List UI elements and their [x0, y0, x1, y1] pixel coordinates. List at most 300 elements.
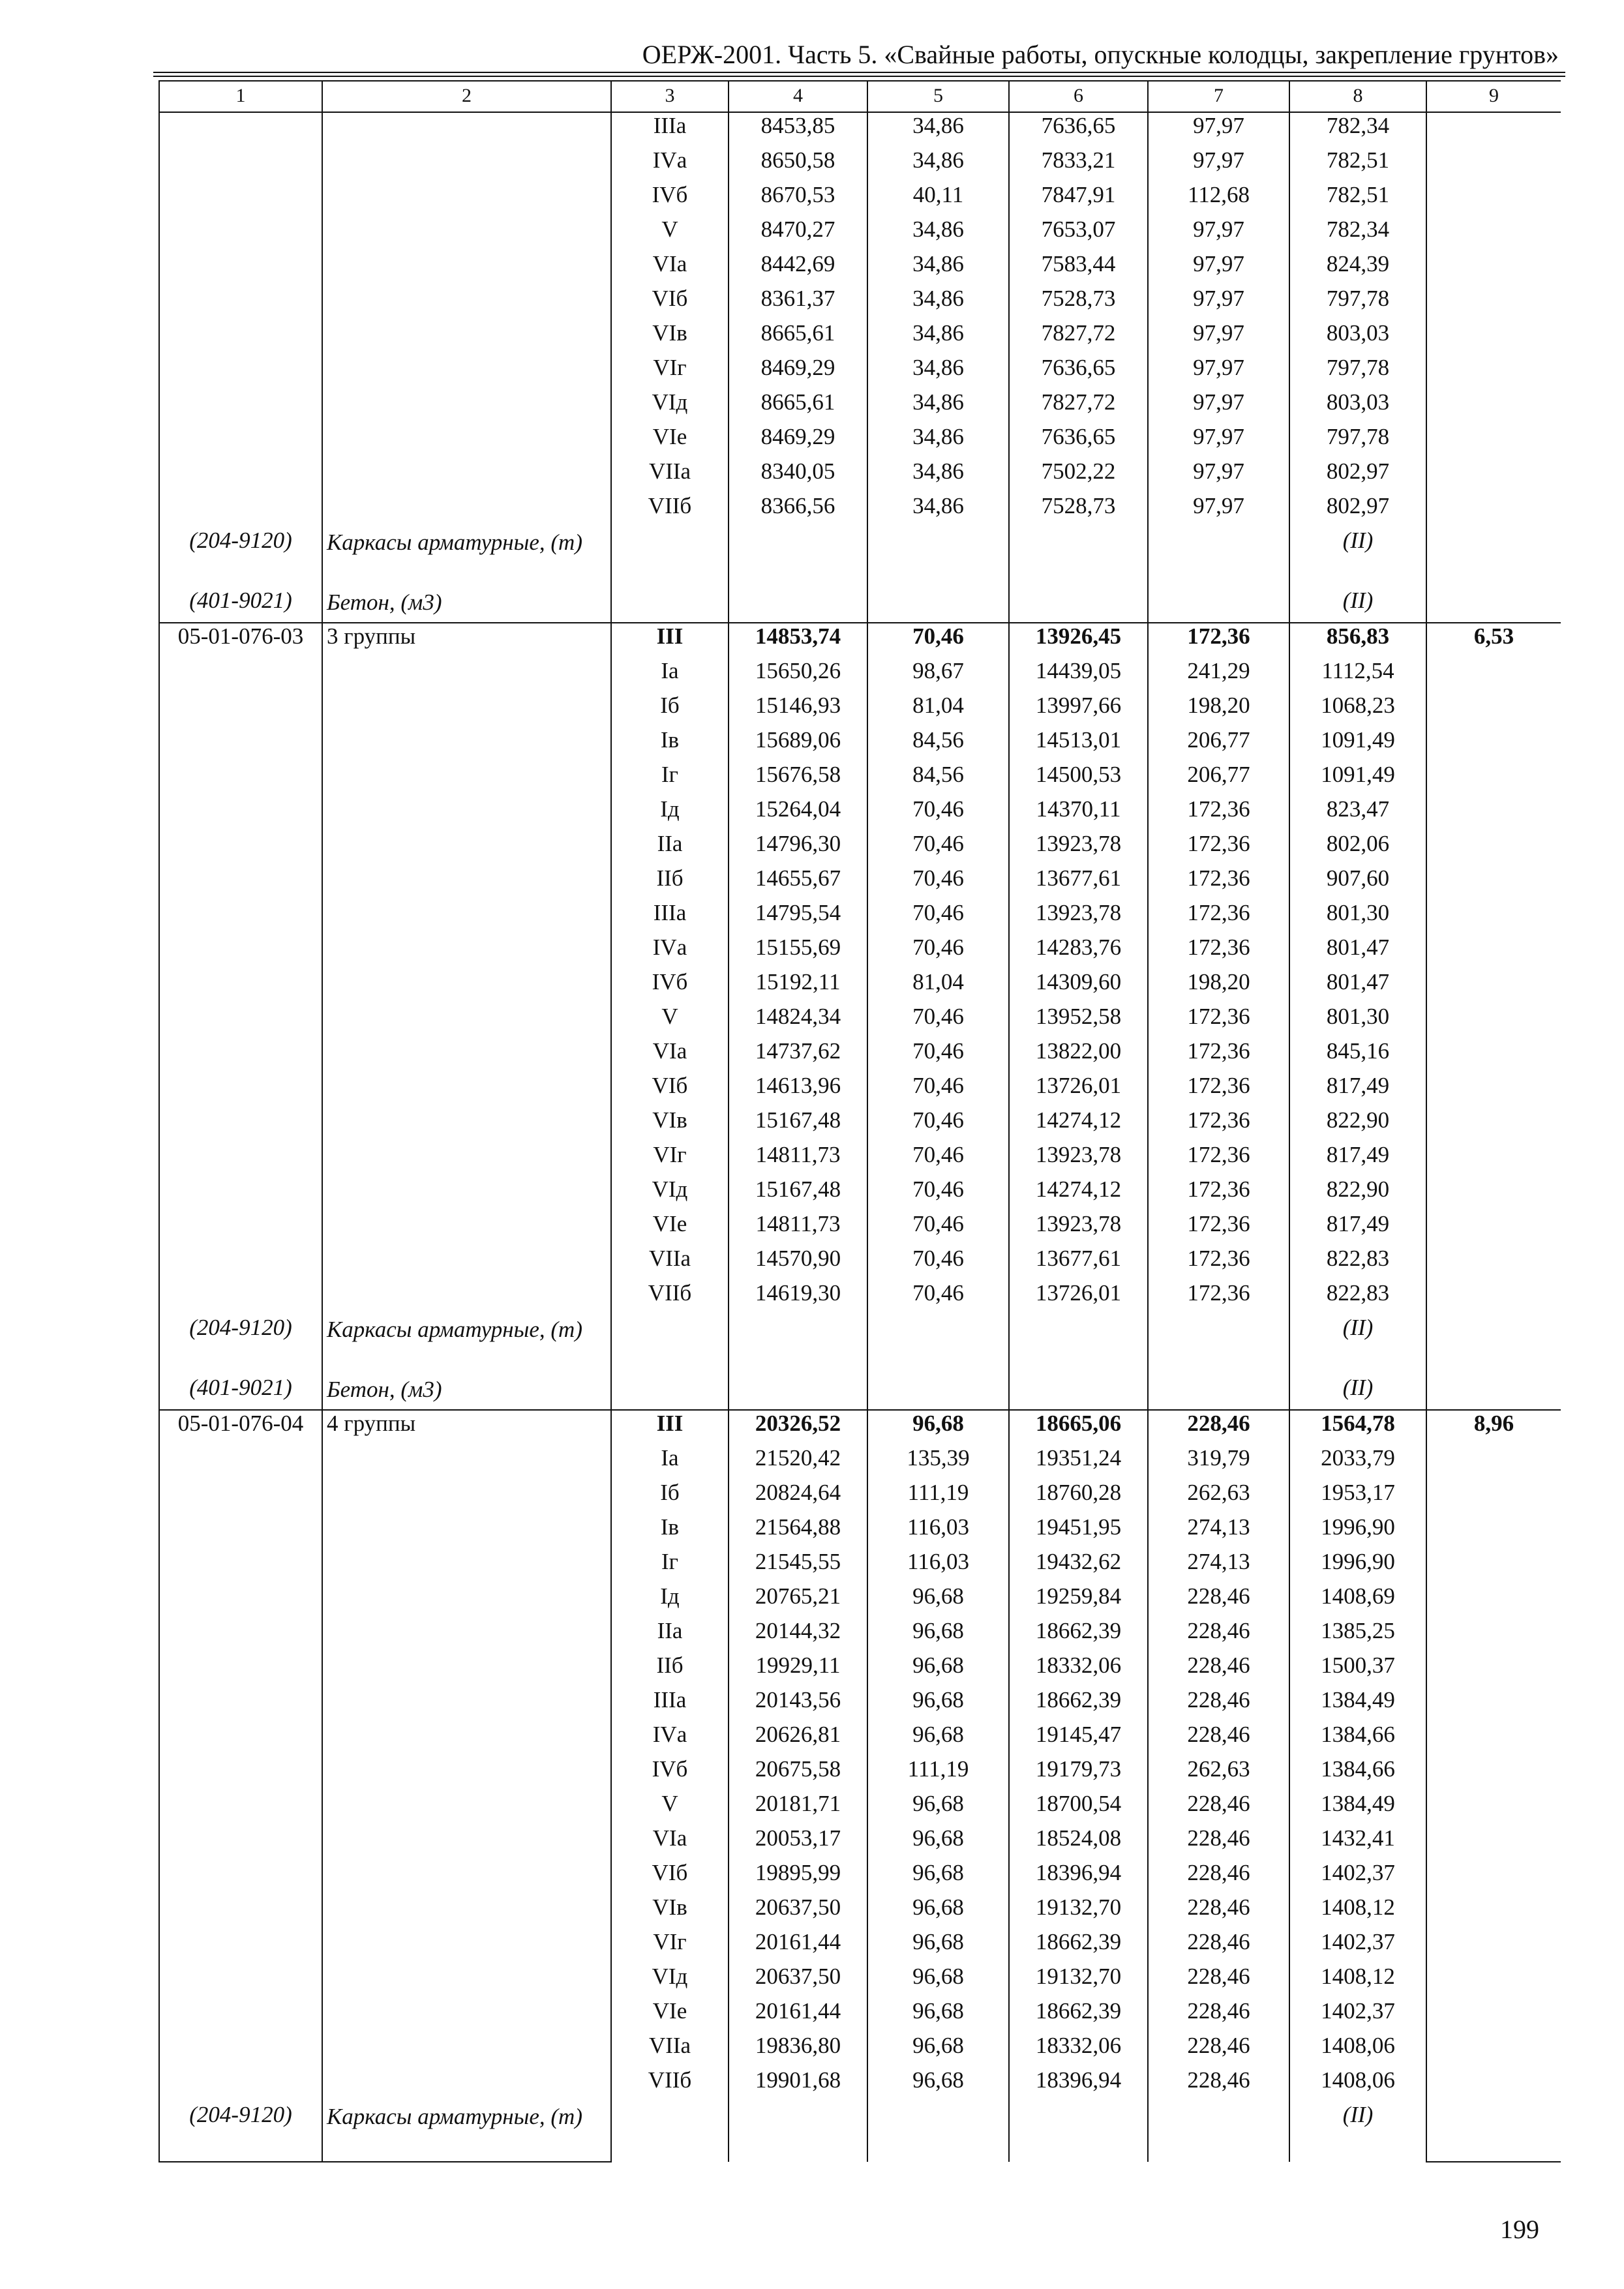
- table-row: [159, 1004, 1561, 1038]
- price-table-container: [158, 80, 1561, 2224]
- row-region: VIе: [611, 1998, 729, 2033]
- row-wages: 34,86: [867, 320, 1009, 355]
- row-wages: 70,46: [867, 1107, 1009, 1142]
- row-machinist-wages: 228,46: [1148, 1687, 1289, 1722]
- row-total-cost: 8469,29: [729, 355, 867, 389]
- row-region: Iд: [611, 796, 729, 831]
- row-total-cost: 14613,96: [729, 1073, 867, 1107]
- row-labor: [1426, 217, 1561, 251]
- row-materials: 1408,69: [1289, 1583, 1426, 1618]
- page-header: ОЕРЖ-2001. Часть 5. «Свайные работы, опускные колодцы, закрепление грунтов»: [642, 40, 1559, 69]
- row-total-cost: 8650,58: [729, 147, 867, 182]
- row-total-cost: 8366,56: [729, 493, 867, 528]
- row-total-cost: 8470,27: [729, 217, 867, 251]
- resource-code: (204-9120): [159, 2102, 322, 2162]
- row-labor: [1426, 1860, 1561, 1894]
- row-total-cost: 15146,93: [729, 693, 867, 727]
- row-code: [159, 1583, 322, 1618]
- row-code: [159, 1142, 322, 1176]
- row-materials: 2033,79: [1289, 1445, 1426, 1480]
- row-labor: [1426, 1653, 1561, 1687]
- row-total-cost: 8670,53: [729, 182, 867, 217]
- empty-cell: [729, 1315, 867, 1375]
- row-total-cost: 20181,71: [729, 1791, 867, 1825]
- row-code: [159, 1107, 322, 1142]
- table-row: [159, 1410, 1561, 1445]
- row-code: [159, 389, 322, 424]
- row-labor: [1426, 762, 1561, 796]
- row-materials: 1068,23: [1289, 693, 1426, 727]
- row-name: [322, 658, 611, 693]
- row-total-cost: 14853,74: [729, 623, 867, 658]
- row-materials: 824,39: [1289, 251, 1426, 286]
- row-total-cost: 15676,58: [729, 762, 867, 796]
- row-labor: [1426, 355, 1561, 389]
- row-machine-cost: 13677,61: [1009, 865, 1148, 900]
- row-machine-cost: 13923,78: [1009, 900, 1148, 935]
- row-code: [159, 1445, 322, 1480]
- row-labor: [1426, 493, 1561, 528]
- row-machine-cost: 19132,70: [1009, 1894, 1148, 1929]
- row-wages: 96,68: [867, 1722, 1009, 1756]
- row-wages: 116,03: [867, 1514, 1009, 1549]
- row-labor: 8,96: [1426, 1410, 1561, 1445]
- row-wages: 70,46: [867, 623, 1009, 658]
- row-machinist-wages: 172,36: [1148, 831, 1289, 865]
- row-machine-cost: 18662,39: [1009, 1998, 1148, 2033]
- row-total-cost: 8340,05: [729, 458, 867, 493]
- row-materials: 1953,17: [1289, 1480, 1426, 1514]
- row-machine-cost: 13726,01: [1009, 1073, 1148, 1107]
- row-region: VIIа: [611, 1246, 729, 1280]
- row-machinist-wages: 228,46: [1148, 1618, 1289, 1653]
- row-region: VIIб: [611, 1280, 729, 1315]
- row-name: [322, 1142, 611, 1176]
- row-region: IVа: [611, 147, 729, 182]
- row-wages: 70,46: [867, 1004, 1009, 1038]
- column-number: 2: [322, 81, 611, 112]
- row-code: [159, 1756, 322, 1791]
- row-machinist-wages: 228,46: [1148, 1583, 1289, 1618]
- row-total-cost: 20626,81: [729, 1722, 867, 1756]
- row-materials: 1402,37: [1289, 1860, 1426, 1894]
- row-labor: [1426, 969, 1561, 1004]
- row-name: [322, 1825, 611, 1860]
- page-number: 199: [1500, 2215, 1539, 2244]
- row-labor: [1426, 1964, 1561, 1998]
- column-number: 9: [1426, 81, 1561, 112]
- table-row: [159, 1549, 1561, 1583]
- row-name: [322, 1583, 611, 1618]
- row-labor: [1426, 1549, 1561, 1583]
- row-total-cost: 20824,64: [729, 1480, 867, 1514]
- empty-cell: [729, 528, 867, 588]
- row-total-cost: 20161,44: [729, 1998, 867, 2033]
- row-machine-cost: 7827,72: [1009, 389, 1148, 424]
- row-name: [322, 1929, 611, 1964]
- empty-cell: [867, 1375, 1009, 1410]
- header-rule-double: [153, 76, 1565, 77]
- row-materials: 1384,66: [1289, 1756, 1426, 1791]
- row-machinist-wages: 274,13: [1148, 1514, 1289, 1549]
- row-materials: 1996,90: [1289, 1549, 1426, 1583]
- row-code: [159, 355, 322, 389]
- row-machinist-wages: 97,97: [1148, 112, 1289, 147]
- row-region: IIIа: [611, 112, 729, 147]
- row-code: [159, 493, 322, 528]
- row-total-cost: 14655,67: [729, 865, 867, 900]
- row-wages: 70,46: [867, 1038, 1009, 1073]
- row-machine-cost: 7636,65: [1009, 112, 1148, 147]
- empty-cell: [611, 588, 729, 623]
- empty-cell: [1148, 2102, 1289, 2162]
- row-region: VIд: [611, 389, 729, 424]
- row-machine-cost: 13952,58: [1009, 1004, 1148, 1038]
- row-labor: [1426, 147, 1561, 182]
- row-materials: 801,47: [1289, 935, 1426, 969]
- row-labor: [1426, 1825, 1561, 1860]
- table-row: [159, 389, 1561, 424]
- table-row: [159, 693, 1561, 727]
- row-region: VIIа: [611, 458, 729, 493]
- row-labor: [1426, 286, 1561, 320]
- row-machine-cost: 19132,70: [1009, 1964, 1148, 1998]
- row-code: [159, 1211, 322, 1246]
- row-name: [322, 1653, 611, 1687]
- row-materials: 1384,49: [1289, 1791, 1426, 1825]
- row-machine-cost: 13923,78: [1009, 831, 1148, 865]
- row-region: III: [611, 623, 729, 658]
- row-code: [159, 1860, 322, 1894]
- table-row: [159, 1722, 1561, 1756]
- row-wages: 84,56: [867, 727, 1009, 762]
- row-machinist-wages: 228,46: [1148, 1653, 1289, 1687]
- row-machine-cost: 7528,73: [1009, 286, 1148, 320]
- row-materials: 797,78: [1289, 286, 1426, 320]
- row-materials: 1408,06: [1289, 2033, 1426, 2067]
- row-region: V: [611, 1791, 729, 1825]
- row-machinist-wages: 274,13: [1148, 1549, 1289, 1583]
- row-name: [322, 1073, 611, 1107]
- row-machine-cost: 13926,45: [1009, 623, 1148, 658]
- table-row: [159, 1211, 1561, 1246]
- row-wages: 116,03: [867, 1549, 1009, 1583]
- empty-cell: [729, 2102, 867, 2162]
- row-code: [159, 320, 322, 355]
- row-machinist-wages: 262,63: [1148, 1756, 1289, 1791]
- row-region: IIIа: [611, 900, 729, 935]
- row-wages: 34,86: [867, 147, 1009, 182]
- row-materials: 1402,37: [1289, 1929, 1426, 1964]
- row-materials: 1432,41: [1289, 1825, 1426, 1860]
- row-machinist-wages: 172,36: [1148, 623, 1289, 658]
- row-name: [322, 2033, 611, 2067]
- row-region: VIг: [611, 355, 729, 389]
- row-machinist-wages: 172,36: [1148, 935, 1289, 969]
- row-name: 4 группы: [322, 1410, 611, 1445]
- row-wages: 96,68: [867, 1653, 1009, 1687]
- row-wages: 34,86: [867, 217, 1009, 251]
- row-machinist-wages: 228,46: [1148, 1825, 1289, 1860]
- table-row: [159, 1107, 1561, 1142]
- row-name: [322, 1618, 611, 1653]
- resource-unit-mark: (II): [1289, 1315, 1426, 1375]
- row-materials: 822,83: [1289, 1280, 1426, 1315]
- row-region: IIб: [611, 1653, 729, 1687]
- row-machine-cost: 18662,39: [1009, 1929, 1148, 1964]
- row-name: [322, 865, 611, 900]
- row-total-cost: 15167,48: [729, 1176, 867, 1211]
- row-region: VIIб: [611, 493, 729, 528]
- table-row: [159, 1964, 1561, 1998]
- resource-unit-mark: (II): [1289, 588, 1426, 623]
- row-machinist-wages: 172,36: [1148, 1107, 1289, 1142]
- empty-cell: [729, 1375, 867, 1410]
- row-labor: 6,53: [1426, 623, 1561, 658]
- row-machine-cost: 14500,53: [1009, 762, 1148, 796]
- row-materials: 817,49: [1289, 1073, 1426, 1107]
- row-total-cost: 15192,11: [729, 969, 867, 1004]
- resource-row: [159, 1375, 1561, 1410]
- row-code: [159, 217, 322, 251]
- row-wages: 70,46: [867, 1280, 1009, 1315]
- row-machine-cost: 19451,95: [1009, 1514, 1148, 1549]
- row-name: [322, 1894, 611, 1929]
- row-wages: 96,68: [867, 1791, 1009, 1825]
- price-table-body: [159, 81, 1561, 2162]
- row-machine-cost: 18665,06: [1009, 1410, 1148, 1445]
- row-code: [159, 1722, 322, 1756]
- row-machine-cost: 14439,05: [1009, 658, 1148, 693]
- row-total-cost: 20765,21: [729, 1583, 867, 1618]
- row-labor: [1426, 320, 1561, 355]
- empty-cell: [611, 1315, 729, 1375]
- row-machinist-wages: 172,36: [1148, 1142, 1289, 1176]
- column-number: 4: [729, 81, 867, 112]
- row-wages: 135,39: [867, 1445, 1009, 1480]
- table-row: [159, 147, 1561, 182]
- row-total-cost: 19929,11: [729, 1653, 867, 1687]
- row-wages: 34,86: [867, 389, 1009, 424]
- row-wages: 70,46: [867, 1246, 1009, 1280]
- row-region: VIб: [611, 1073, 729, 1107]
- row-materials: 1564,78: [1289, 1410, 1426, 1445]
- row-machine-cost: 18760,28: [1009, 1480, 1148, 1514]
- empty-cell: [1148, 528, 1289, 588]
- row-code: [159, 1038, 322, 1073]
- resource-row: [159, 1315, 1561, 1375]
- row-labor: [1426, 658, 1561, 693]
- row-total-cost: 15167,48: [729, 1107, 867, 1142]
- empty-cell: [867, 588, 1009, 623]
- row-machine-cost: 7653,07: [1009, 217, 1148, 251]
- row-name: [322, 147, 611, 182]
- empty-cell: [1426, 588, 1561, 623]
- resource-code: (204-9120): [159, 1315, 322, 1375]
- row-machinist-wages: 228,46: [1148, 1964, 1289, 1998]
- row-materials: 782,51: [1289, 147, 1426, 182]
- row-materials: 782,34: [1289, 217, 1426, 251]
- row-region: IIIа: [611, 1687, 729, 1722]
- empty-cell: [1426, 1375, 1561, 1410]
- row-code: [159, 1073, 322, 1107]
- row-total-cost: 14824,34: [729, 1004, 867, 1038]
- row-name: [322, 355, 611, 389]
- row-machinist-wages: 97,97: [1148, 424, 1289, 458]
- row-total-cost: 14811,73: [729, 1211, 867, 1246]
- row-wages: 96,68: [867, 1825, 1009, 1860]
- resource-name: Каркасы арматурные, (т): [322, 528, 611, 588]
- row-machinist-wages: 97,97: [1148, 493, 1289, 528]
- row-materials: 817,49: [1289, 1211, 1426, 1246]
- row-total-cost: 20637,50: [729, 1894, 867, 1929]
- row-machine-cost: 13822,00: [1009, 1038, 1148, 1073]
- row-region: VIа: [611, 251, 729, 286]
- empty-cell: [1009, 1315, 1148, 1375]
- row-total-cost: 21564,88: [729, 1514, 867, 1549]
- row-region: Iб: [611, 1480, 729, 1514]
- row-machinist-wages: 97,97: [1148, 217, 1289, 251]
- row-materials: 802,06: [1289, 831, 1426, 865]
- table-row: [159, 900, 1561, 935]
- table-row: [159, 935, 1561, 969]
- row-code: [159, 182, 322, 217]
- row-code: [159, 251, 322, 286]
- row-total-cost: 8665,61: [729, 320, 867, 355]
- table-row: [159, 2033, 1561, 2067]
- table-row: [159, 1825, 1561, 1860]
- row-name: [322, 2067, 611, 2102]
- row-machinist-wages: 206,77: [1148, 727, 1289, 762]
- row-region: VIIб: [611, 2067, 729, 2102]
- row-code: [159, 1929, 322, 1964]
- row-code: [159, 1825, 322, 1860]
- row-materials: 1091,49: [1289, 762, 1426, 796]
- table-row: [159, 1756, 1561, 1791]
- row-wages: 70,46: [867, 831, 1009, 865]
- row-materials: 907,60: [1289, 865, 1426, 900]
- row-wages: 98,67: [867, 658, 1009, 693]
- row-machine-cost: 13923,78: [1009, 1142, 1148, 1176]
- table-row: [159, 2067, 1561, 2102]
- row-machinist-wages: 228,46: [1148, 1860, 1289, 1894]
- row-name: [322, 1211, 611, 1246]
- row-total-cost: 8453,85: [729, 112, 867, 147]
- row-name: [322, 727, 611, 762]
- row-region: Iа: [611, 1445, 729, 1480]
- row-code: [159, 1998, 322, 2033]
- table-row: [159, 1514, 1561, 1549]
- row-machinist-wages: 97,97: [1148, 389, 1289, 424]
- row-code: [159, 658, 322, 693]
- table-row: [159, 1480, 1561, 1514]
- row-code: 05-01-076-04: [159, 1410, 322, 1445]
- row-region: VIв: [611, 1894, 729, 1929]
- row-name: [322, 1480, 611, 1514]
- row-machinist-wages: 97,97: [1148, 286, 1289, 320]
- row-name: [322, 217, 611, 251]
- empty-cell: [867, 2102, 1009, 2162]
- row-machine-cost: 18396,94: [1009, 2067, 1148, 2102]
- table-row: [159, 286, 1561, 320]
- row-wages: 70,46: [867, 1142, 1009, 1176]
- row-region: IVб: [611, 182, 729, 217]
- row-name: [322, 1280, 611, 1315]
- row-wages: 81,04: [867, 969, 1009, 1004]
- row-materials: 822,90: [1289, 1176, 1426, 1211]
- row-region: VIIа: [611, 2033, 729, 2067]
- row-machine-cost: 7833,21: [1009, 147, 1148, 182]
- row-machine-cost: 7636,65: [1009, 355, 1148, 389]
- empty-cell: [1009, 1375, 1148, 1410]
- row-materials: 1996,90: [1289, 1514, 1426, 1549]
- row-machine-cost: 13726,01: [1009, 1280, 1148, 1315]
- row-labor: [1426, 1246, 1561, 1280]
- row-name: [322, 969, 611, 1004]
- table-row: [159, 1038, 1561, 1073]
- row-wages: 96,68: [867, 1618, 1009, 1653]
- row-wages: 96,68: [867, 1929, 1009, 1964]
- row-machine-cost: 7502,22: [1009, 458, 1148, 493]
- row-machinist-wages: 228,46: [1148, 1894, 1289, 1929]
- row-wages: 70,46: [867, 935, 1009, 969]
- table-row: [159, 493, 1561, 528]
- row-name: [322, 900, 611, 935]
- row-total-cost: 8469,29: [729, 424, 867, 458]
- resource-code: (204-9120): [159, 528, 322, 588]
- row-name: [322, 1004, 611, 1038]
- row-name: [322, 1107, 611, 1142]
- row-labor: [1426, 251, 1561, 286]
- row-machinist-wages: 241,29: [1148, 658, 1289, 693]
- row-wages: 96,68: [867, 2067, 1009, 2102]
- row-code: [159, 727, 322, 762]
- table-row: [159, 623, 1561, 658]
- row-name: [322, 1549, 611, 1583]
- row-region: IIб: [611, 865, 729, 900]
- row-region: IIа: [611, 1618, 729, 1653]
- row-labor: [1426, 1929, 1561, 1964]
- row-code: [159, 2067, 322, 2102]
- row-labor: [1426, 1107, 1561, 1142]
- row-labor: [1426, 1176, 1561, 1211]
- row-wages: 34,86: [867, 458, 1009, 493]
- row-machinist-wages: 172,36: [1148, 1073, 1289, 1107]
- row-wages: 96,68: [867, 1964, 1009, 1998]
- row-wages: 40,11: [867, 182, 1009, 217]
- row-machinist-wages: 97,97: [1148, 458, 1289, 493]
- resource-name: Каркасы арматурные, (т): [322, 1315, 611, 1375]
- row-machinist-wages: 228,46: [1148, 1791, 1289, 1825]
- row-name: [322, 251, 611, 286]
- empty-cell: [1009, 2102, 1148, 2162]
- empty-cell: [867, 1315, 1009, 1375]
- row-machinist-wages: 228,46: [1148, 1722, 1289, 1756]
- row-name: 3 группы: [322, 623, 611, 658]
- row-machine-cost: 13677,61: [1009, 1246, 1148, 1280]
- row-code: [159, 900, 322, 935]
- row-wages: 111,19: [867, 1480, 1009, 1514]
- row-total-cost: 14796,30: [729, 831, 867, 865]
- table-row: [159, 1929, 1561, 1964]
- empty-cell: [1148, 1315, 1289, 1375]
- table-row: [159, 1618, 1561, 1653]
- table-row: [159, 355, 1561, 389]
- row-wages: 34,86: [867, 493, 1009, 528]
- row-labor: [1426, 2067, 1561, 2102]
- row-region: Iг: [611, 1549, 729, 1583]
- row-region: IVб: [611, 1756, 729, 1791]
